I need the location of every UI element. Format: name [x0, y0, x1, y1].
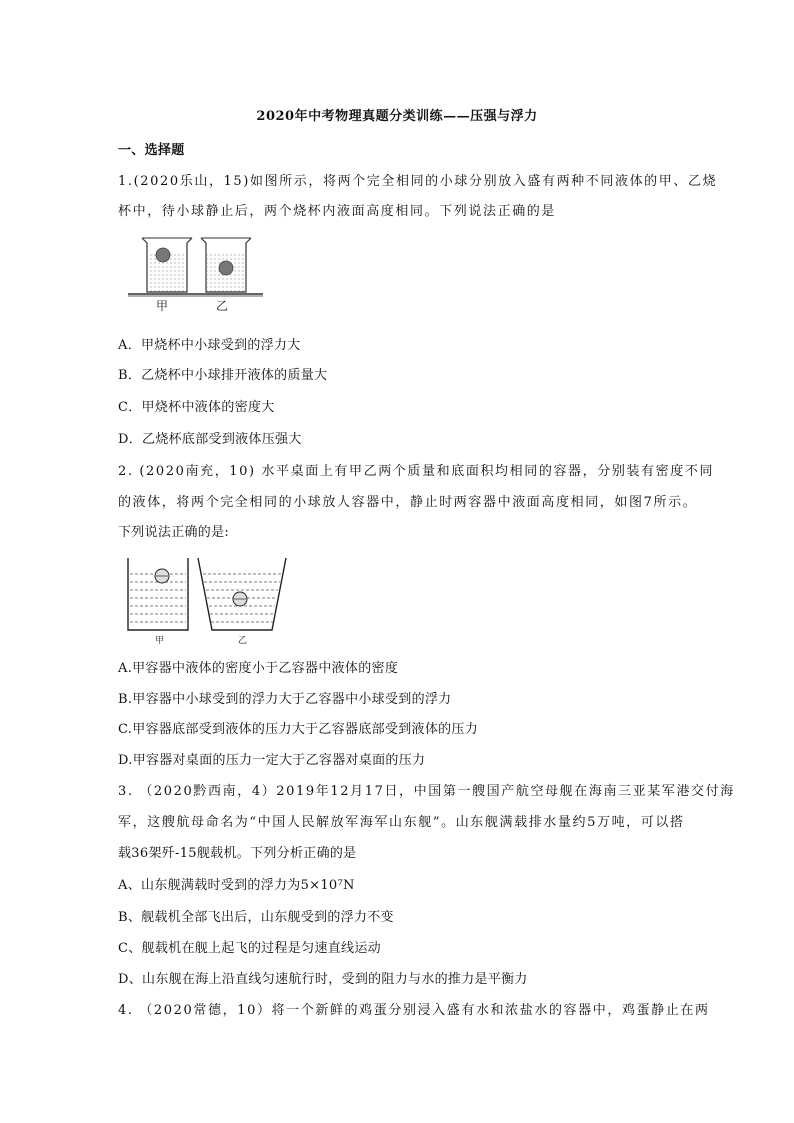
- label-jia-q2: 甲: [155, 636, 165, 646]
- q1-stem-line-1: 1.(2020乐山，15)如图所示，将两个完全相同的小球分别放入盛有两种不同液体的甲、乙烧: [118, 174, 718, 189]
- q2-option-c: C.甲容器底部受到液体的压力大于乙容器底部受到液体的压力: [118, 722, 479, 737]
- q2-option-d: D.甲容器对桌面的压力一定大于乙容器对桌面的压力: [118, 753, 426, 768]
- label-jia: 甲: [156, 299, 169, 313]
- q2-stem-line-2: 的液体，将两个完全相同的小球放人容器中，静止时两容器中液面高度相同，如图7所示。: [118, 495, 698, 510]
- q1-figure-beakers: [118, 230, 268, 315]
- q3-option-a: A、山东舰满载时受到的浮力为5×10⁷N: [118, 878, 355, 893]
- q2-option-b: B.甲容器中小球受到的浮力大于乙容器中小球受到的浮力: [118, 692, 452, 707]
- page-title: 2020年中考物理真题分类训练——压强与浮力: [256, 109, 538, 124]
- q3-option-b: B、舰载机全部飞出后，山东舰受到的浮力不变: [118, 910, 394, 925]
- q3-stem-line-3: 载36架歼-15舰载机。下列分析正确的是: [118, 846, 357, 861]
- q1-option-a: A．甲烧杯中小球受到的浮力大: [118, 338, 301, 353]
- q3-option-c: C、舰载机在舰上起飞的过程是匀速直线运动: [118, 941, 381, 956]
- q1-stem-line-2: 杯中，待小球静止后，两个烧杯内液面高度相同。下列说法正确的是: [118, 204, 557, 219]
- q2-stem-line-3: 下列说法正确的是:: [118, 525, 230, 540]
- q1-option-b: B．乙烧杯中小球排开液体的质量大: [118, 368, 328, 383]
- q1-option-c: C．甲烧杯中液体的密度大: [118, 400, 275, 415]
- q3-stem-line-2: 军，这艘航母命名为“中国人民解放军海军山东舰”。山东舰满载排水量约5万吨，可以搭: [118, 815, 685, 830]
- q3-stem-line-1: 3. （2020黔西南，4）2019年12月17日，中国第一艘国产航空母舰在海南三亚某军港交付海: [118, 784, 735, 799]
- q4-stem-line-1: 4. （2020常德，10）将一个新鲜的鸡蛋分别浸入盛有水和浓盐水的容器中，鸡蛋静止在两: [118, 1003, 710, 1018]
- container-jia: [128, 558, 188, 630]
- ball-yi: [219, 261, 233, 275]
- beaker-jia: [142, 238, 192, 292]
- q1-option-d: D．乙烧杯底部受到液体压强大: [118, 432, 302, 447]
- q2-option-a: A.甲容器中液体的密度小于乙容器中液体的密度: [118, 661, 399, 676]
- q3-option-d: D、山东舰在海上沿直线匀速航行时，受到的阻力与水的推力是平衡力: [118, 972, 528, 987]
- ball-jia: [156, 248, 170, 262]
- label-yi-q2: 乙: [238, 636, 248, 646]
- q2-figure-containers: [120, 552, 292, 646]
- section-heading: 一、选择题: [118, 143, 185, 158]
- q2-stem-line-1: 2. (2020南充，10) 水平桌面上有甲乙两个质量和底面积均相同的容器，分别装有密度不同: [118, 464, 715, 479]
- container-yi: [198, 558, 286, 630]
- beaker-yi: [201, 238, 251, 292]
- label-yi: 乙: [216, 299, 229, 313]
